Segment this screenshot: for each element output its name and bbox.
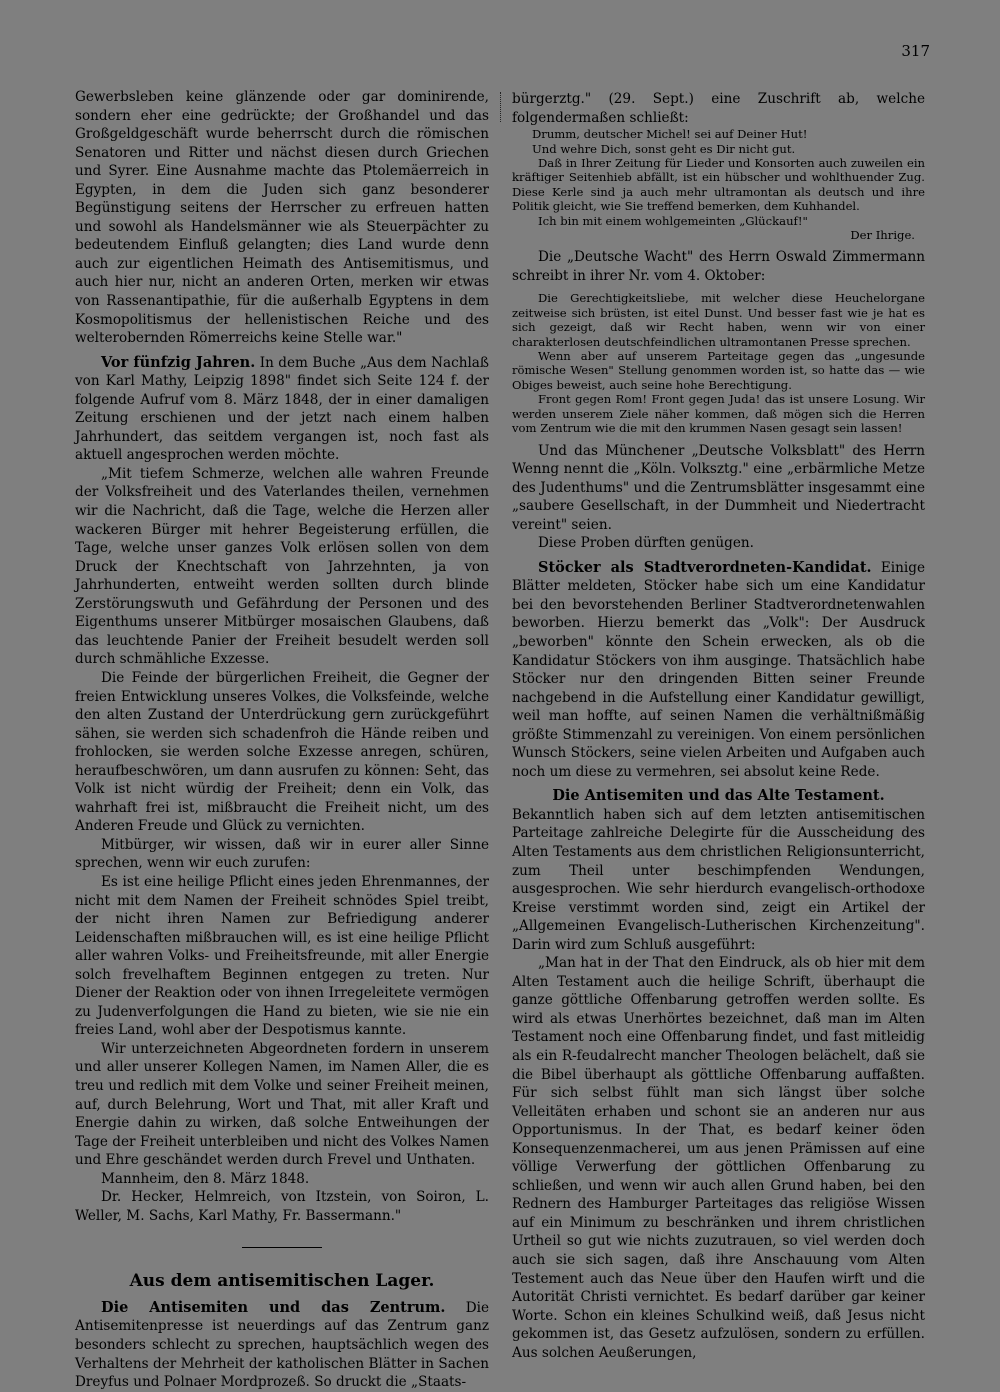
- quote-paragraph: Wenn aber auf unserem Parteitage gegen das „ungesunde römische Wesen" Stellung genommen worden ist, so hatte das — wie Obiges beweist, auch seine hohe Berechtigung.: [512, 349, 925, 392]
- paragraph: Gewerbsleben keine glänzende oder gar dominirende, sondern eher eine gedrückte; der Großhandel und das Großgeldgeschäft wurde beherrscht durch die römischen Senatoren und Ritter und nächst diesen durch Griechen und Syrer. Eine Ausnahme machte das Ptolemäerreich in Egypten, in dem die Juden sich ganz besonderer Begünstigung seitens der Herrscher zu erfreuen hatten und sowohl als Handelsmänner wie als Steuerpächter zu bedeutendem Einfluß gelangten; dies Land wurde denn auch zur eigentlichen Heimath des Antisemitismus, und auch hier nur, nicht an anderen Orten, merken wir etwas von Rassenantipathie, für die außerhalb Egyptens in dem Kosmopolitismus der hellenistischen Reiche und des welterobernden Römerreichs keine Stelle war.": [75, 89, 489, 347]
- paragraph: Wir unterzeichneten Abgeordneten fordern in unserem und aller unserer Kollegen Namen, im Namen Aller, die es treu und redlich mit dem Volke und seiner Freiheit meinen, auf, durch Belehrung, Wort und That, mit aller Kraft und Energie dahin zu wirken, daß solche Entweihungen der Tage der Freiheit unterbleiben und nicht des Volkes Namen und Ehre geschändet werden durch Frevel und Unthaten.: [75, 1040, 489, 1169]
- article-stoecker: [512, 559, 925, 782]
- paragraph: In dem Buche „Aus dem Nachlaß von Karl Mathy, Leipzig 1898" findet sich Seite 124 f. der folgende Aufruf vom 8. März 1848, der in einer damaligen Zeitung erschienen und der jetzt nach einem halben Jahrhundert, das seitdem vergangen ist, noch fast als aktuell angesprochen werden möchte.: [75, 354, 489, 464]
- right-column: [512, 90, 925, 1362]
- column-divider: [500, 92, 501, 122]
- paragraph: Einige Blätter meldeten, Stöcker habe sich um eine Kandidatur bei den bevorstehenden Berliner Stadtverordnetenwahlen beworben. Hierzu bemerkt das „Volk": Der Ausdruck „beworben" könnte den Schein erwecken, als ob die Kandidatur Stöckers von ihm ausginge. Thatsächlich habe Stöcker nur den dringenden Bitten seiner Freunde nachgebend in die Aufstellung einer Kandidatur gewilligt, weil man hoffte, auf seinen Namen die verhältnißmäßig größte Stimmenzahl zu vereinigen. Von einem persönlichen Wunsch Stöckers, seine vielen Arbeiten und Aufgaben auch noch um diese zu vermehren, sei absolut keine Rede.: [512, 559, 925, 780]
- quote-signature: Der Ihrige.: [850, 227, 915, 242]
- article-title: Stöcker als Stadtverordneten-Kandidat.: [538, 558, 872, 576]
- left-column: [75, 88, 489, 1392]
- paragraph: „Mit tiefem Schmerze, welchen alle wahren Freunde der Volksfreiheit und des Vaterlandes theilen, vernehmen wir die Nachricht, daß die Tage, welche die Herzen aller wackeren Bürger mit hehrer Begeisterung erfüllen, die Tage, welche unser ganzes Volk erlösen sollen von dem Druck der Knechtschaft von Jahrzehnten, ja von Jahrhunderten, entweiht werden sollten durch blinde Zerstörungswuth und Gefährdung der Personen und des Eigenthums unserer Mitbürger mosaischen Glaubens, daß das leuchtende Panier der Freiheit besudelt werden soll durch schmähliche Exzesse.: [75, 465, 489, 668]
- article-vor-fuenfzig-jahren: [75, 354, 489, 465]
- quote-paragraph: Front gegen Rom! Front gegen Juda! das ist unsere Losung. Wir werden unserem Ziele näher kommen, daß mögen sich die Herren vom Zentrum wie die mit den krummen Nasen gesagt sein lassen!: [512, 392, 925, 436]
- quote-paragraph: Daß in Ihrer Zeitung für Lieder und Konsorten auch zuweilen ein kräftiger Seitenhieb abfällt, ist ein hübscher und wohlthuender Zug. Diese Kerle sind ja auch mehr ultramontan als deutsch und ihre Politik gleicht, wie Sie treffend bemerken, dem Kuhhandel.: [512, 155, 925, 214]
- article-antisemiten-zentrum: [75, 1299, 489, 1392]
- section-heading: Aus dem antisemitischen Lager.: [129, 1271, 435, 1292]
- article-title: Vor fünfzig Jahren.: [101, 353, 256, 371]
- signatories: Dr. Hecker, Helmreich, von Itzstein, von Soiron, L. Weller, M. Sachs, Karl Mathy, Fr. Bassermann.": [75, 1189, 489, 1224]
- article-title: Die Antisemiten und das Zentrum.: [101, 1298, 446, 1316]
- verse-line: Drumm, deutscher Michel! sei auf Deiner Hut!: [532, 127, 808, 142]
- paragraph: Es ist eine heilige Pflicht eines jeden Ehrenmannes, der nicht mit dem Namen der Freiheit schnödes Spiel treibt, der nicht ihren Namen zur Befriedigung anderer Leidenschaften mißbrauchen will, es ist eine heilige Pflicht aller wahren Volks- und Freiheitsfreunde, mit aller Energie solch frevelhaftem Beginnen entgegen zu treten. Nur Diener der Reaktion oder von ihnen Irregeleitete vermögen zu Judenverfolgungen die Hand zu bieten, wie sie nie ein freies Land, wohl aber der Despotismus kannte.: [75, 873, 489, 1039]
- verse-line: Und wehre Dich, sonst geht es Dir nicht gut.: [532, 141, 796, 156]
- paragraph: Bekanntlich haben sich auf dem letzten antisemitischen Parteitage zahlreiche Delegirte für die Ausscheidung des Alten Testaments aus dem christlichen Religionsunterricht, zum Theil unter beschimpfenden Wendungen, ausgesprochen. Wie sehr hierdurch evangelisch-orthodoxe Kreise verstimmt worden sind, zeigt ein Artikel der „Allgemeinen Evangelisch-Lutherischen Kirchenzeitung". Darin wird zum Schluß ausgeführt:: [512, 806, 925, 953]
- quote-paragraph: „Man hat in der That den Eindruck, als ob hier mit dem Alten Testament auch die heilige Schrift, überhaupt die ganze göttliche Offenbarung getroffen werden sollte. Es wird als etwas Unerhörtes bezeichnet, daß man im Alten Testament noch eine Offenbarung findet, und fast mitleidig als ein R-feudalrecht mancher Theologen belächelt, daß sie die Bibel überhaupt als göttliche Offenbarung auffaßten. Für sich selbst fühlt man sich längst über solche Velleitäten erhaben und schont sie an anderen nur aus Opportunismus. In der That, es bedarf keiner öden Konsequenzenmacherei, um aus jenen Prämissen auf eine völlige Verwerfung der göttlichen Offenbarung zu schließen, und wenn wir auch allen Grund haben, bei den Rednern des Hamburger Parteitages das religiöse Wissen auf ein Minimum zu beschränken und ihrem christlichen Urtheil so gut wie nichts zuzutrauen, so viel werden doch auch sie sich sagen, daß ihre Anschauung vom Alten Testement auch das Neue über den Haufen wirft und die Autorität Christi vernichtet. Es bedarf darüber gar keiner Worte. Schon ein kleines Schulkind weiß, daß Jesus nicht gekommen ist, das Gesetz aufzulösen, sondern zu erfüllen. Aus solchen Aeußerungen,: [512, 955, 925, 1361]
- paragraph: Die „Deutsche Wacht" des Herrn Oswald Zimmermann schreibt in ihrer Nr. vom 4. Oktober:: [512, 249, 925, 284]
- place-date: Mannheim, den 8. März 1848.: [101, 1170, 310, 1187]
- quote-paragraph: Ich bin mit einem wohlgemeinten „Glückauf!": [538, 213, 808, 228]
- paragraph: Und das Münchener „Deutsche Volksblatt" des Herrn Wenng nennt die „Köln. Volksztg." eine „erbärmliche Metze des Judenthums" und die Zentrumsblätter insgesammt eine „saubere Gesellschaft, in der Dummheit und Niedertracht vereint" seien.: [512, 442, 925, 533]
- paragraph: bürgerztg." (29. Sept.) eine Zuschrift ab, welche folgendermaßen schließt:: [512, 91, 925, 126]
- article-title: Die Antisemiten und das Alte Testament.: [552, 787, 885, 805]
- paragraph: Die Antisemitenpresse ist neuerdings auf das Zentrum ganz besonders schlecht zu sprechen, hauptsächlich wegen des Verhaltens der Mehrheit der katholischen Blätter in Sachen Dreyfus und Polnaer Mordprozeß. So druckt die „Staats-: [75, 1299, 489, 1391]
- section-rule: [242, 1247, 322, 1248]
- paragraph: Diese Proben dürften genügen.: [538, 535, 754, 552]
- paragraph: Die Feinde der bürgerlichen Freiheit, die Gegner der freien Entwicklung unseres Volkes, die Volksfeinde, welche den alten Zustand der Unterdrückung gern zurückgeführt sähen, sie werden sich schadenfroh die Hände reiben und frohlocken, sie werden solche Exzesse anregen, schüren, heraufbeschwören, um dann ausrufen zu können: Seht, das Volk ist nicht würdig der Freiheit; denn ein Volk, das wahrhaft frei ist, mißbraucht die Freiheit nicht, um des Anderen Freude und Glück zu vernichten.: [75, 669, 489, 835]
- paragraph: Mitbürger, wir wissen, daß wir in eurer aller Sinne sprechen, wenn wir euch zurufen:: [75, 836, 489, 872]
- page-number: 317: [901, 42, 930, 60]
- quote-paragraph: Die Gerechtigkeitsliebe, mit welcher diese Heuchelorgane zeitweise sich brüsten, ist eitel Dunst. Und besser fast wie je hat es sich gezeigt, daß wir Recht haben, wenn wir von einer charakterlosen deutschfeindlichen ultramontanen Presse sprechen.: [512, 291, 925, 349]
